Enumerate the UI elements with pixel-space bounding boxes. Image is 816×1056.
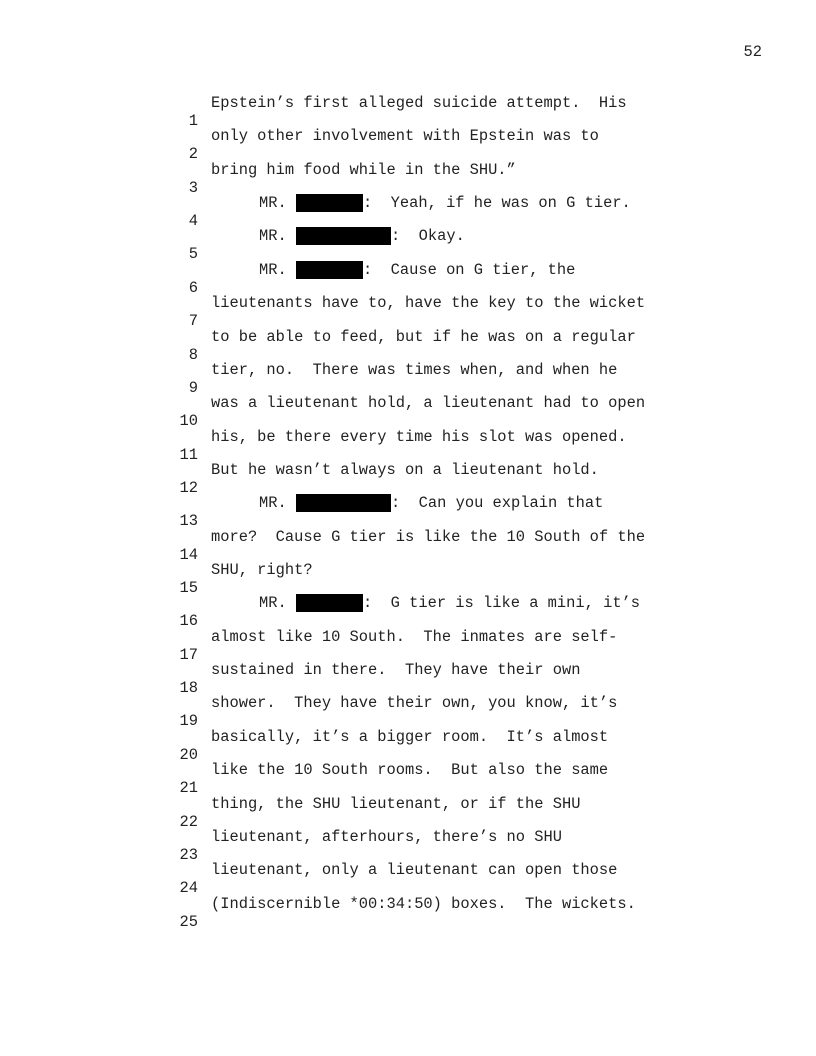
speech-text: : G tier is like a mini, it’s [362, 594, 641, 613]
speaker-line [259, 194, 631, 212]
line-number: 14 [179, 545, 198, 564]
transcript-line [0, 160, 816, 197]
transcript-line [0, 194, 816, 231]
transcript-line [0, 260, 816, 297]
transcript-line [0, 761, 816, 798]
redaction-block [296, 194, 363, 212]
speaker-line [259, 594, 640, 612]
line-number: 3 [188, 178, 198, 197]
line-text: lieutenant, afterhours, there’s no SHU [211, 827, 562, 846]
redaction-block [296, 227, 391, 245]
redaction-block [296, 594, 363, 612]
line-number: 17 [179, 645, 198, 664]
transcript-line [0, 627, 816, 664]
speech-text: : Yeah, if he was on G tier. [362, 194, 631, 213]
transcript-line [0, 727, 816, 764]
line-text: bring him food while in the SHU.” [211, 160, 516, 179]
line-text: lieutenant, only a lieutenant can open those [211, 861, 618, 880]
line-text: sustained in there. They have their own [211, 661, 581, 680]
line-text: only other involvement with Epstein was to [211, 127, 599, 146]
speaker-line [259, 227, 465, 245]
page-number: 52 [743, 43, 762, 61]
line-text: like the 10 South rooms. But also the same [211, 761, 609, 780]
line-number: 25 [179, 912, 198, 931]
transcript-line [0, 594, 816, 631]
speech-text: : Can you explain that [390, 494, 604, 513]
line-text: his, be there every time his slot was opened. [211, 427, 627, 446]
transcript-line [0, 494, 816, 531]
line-text: more? Cause G tier is like the 10 South of the [211, 527, 646, 546]
line-number: 7 [188, 312, 198, 331]
line-number: 12 [179, 478, 198, 497]
line-number: 2 [188, 145, 198, 164]
line-number: 19 [179, 712, 198, 731]
line-number: 10 [179, 412, 198, 431]
line-text: (Indiscernible *00:34:50) boxes. The wickets. [211, 894, 636, 913]
line-number: 4 [188, 212, 198, 231]
line-number: 20 [179, 745, 198, 764]
speaker-line [259, 261, 575, 279]
transcript-line [0, 694, 816, 731]
transcript-line [0, 394, 816, 431]
line-text: shower. They have their own, you know, it’s [211, 694, 618, 713]
transcript-line [0, 460, 816, 497]
transcript-line [0, 661, 816, 698]
transcript-line [0, 527, 816, 564]
line-number: 1 [188, 112, 198, 130]
speaker-title: MR. [259, 194, 296, 213]
line-text: Epstein’s first alleged suicide attempt. His [211, 94, 627, 112]
line-text: tier, no. There was times when, and when he [211, 360, 618, 379]
transcript-line [0, 794, 816, 831]
speaker-title: MR. [259, 494, 296, 513]
line-text: basically, it’s a bigger room. It’s almost [211, 727, 609, 746]
line-text: SHU, right? [211, 561, 313, 580]
line-number: 13 [179, 512, 198, 531]
speaker-title: MR. [259, 260, 296, 279]
line-number: 23 [179, 845, 198, 864]
line-number: 24 [179, 879, 198, 898]
redaction-block [296, 261, 363, 279]
line-text: almost like 10 South. The inmates are self- [211, 627, 618, 646]
transcript-line [0, 894, 816, 931]
speaker-title: MR. [259, 227, 296, 246]
line-number: 6 [188, 278, 198, 297]
speech-text: : Cause on G tier, the [362, 260, 576, 279]
redaction-block [296, 494, 391, 512]
speech-text: : Okay. [390, 227, 465, 246]
line-number: 22 [179, 812, 198, 831]
line-number: 21 [179, 779, 198, 798]
line-text: was a lieutenant hold, a lieutenant had to open [211, 394, 646, 413]
line-text: lieutenants have to, have the key to the wicket [211, 294, 646, 313]
transcript-line [0, 360, 816, 397]
transcript-line [0, 94, 816, 130]
line-text: thing, the SHU lieutenant, or if the SHU [211, 794, 581, 813]
transcript-line [0, 294, 816, 331]
transcript-body [0, 94, 816, 931]
line-text: to be able to feed, but if he was on a regular [211, 327, 636, 346]
line-number: 11 [179, 445, 198, 464]
transcript-line [0, 827, 816, 864]
transcript-line [0, 861, 816, 898]
transcript-line [0, 227, 816, 264]
line-number: 9 [188, 378, 198, 397]
speaker-line [259, 494, 603, 512]
transcript-line [0, 127, 816, 164]
line-number: 18 [179, 679, 198, 698]
transcript-line [0, 561, 816, 598]
line-number: 8 [188, 345, 198, 364]
line-number: 16 [179, 612, 198, 631]
line-number: 15 [179, 579, 198, 598]
line-text: But he wasn’t always on a lieutenant hold. [211, 460, 599, 479]
speaker-title: MR. [259, 594, 296, 613]
transcript-line [0, 327, 816, 364]
transcript-line [0, 427, 816, 464]
line-number: 5 [188, 245, 198, 264]
